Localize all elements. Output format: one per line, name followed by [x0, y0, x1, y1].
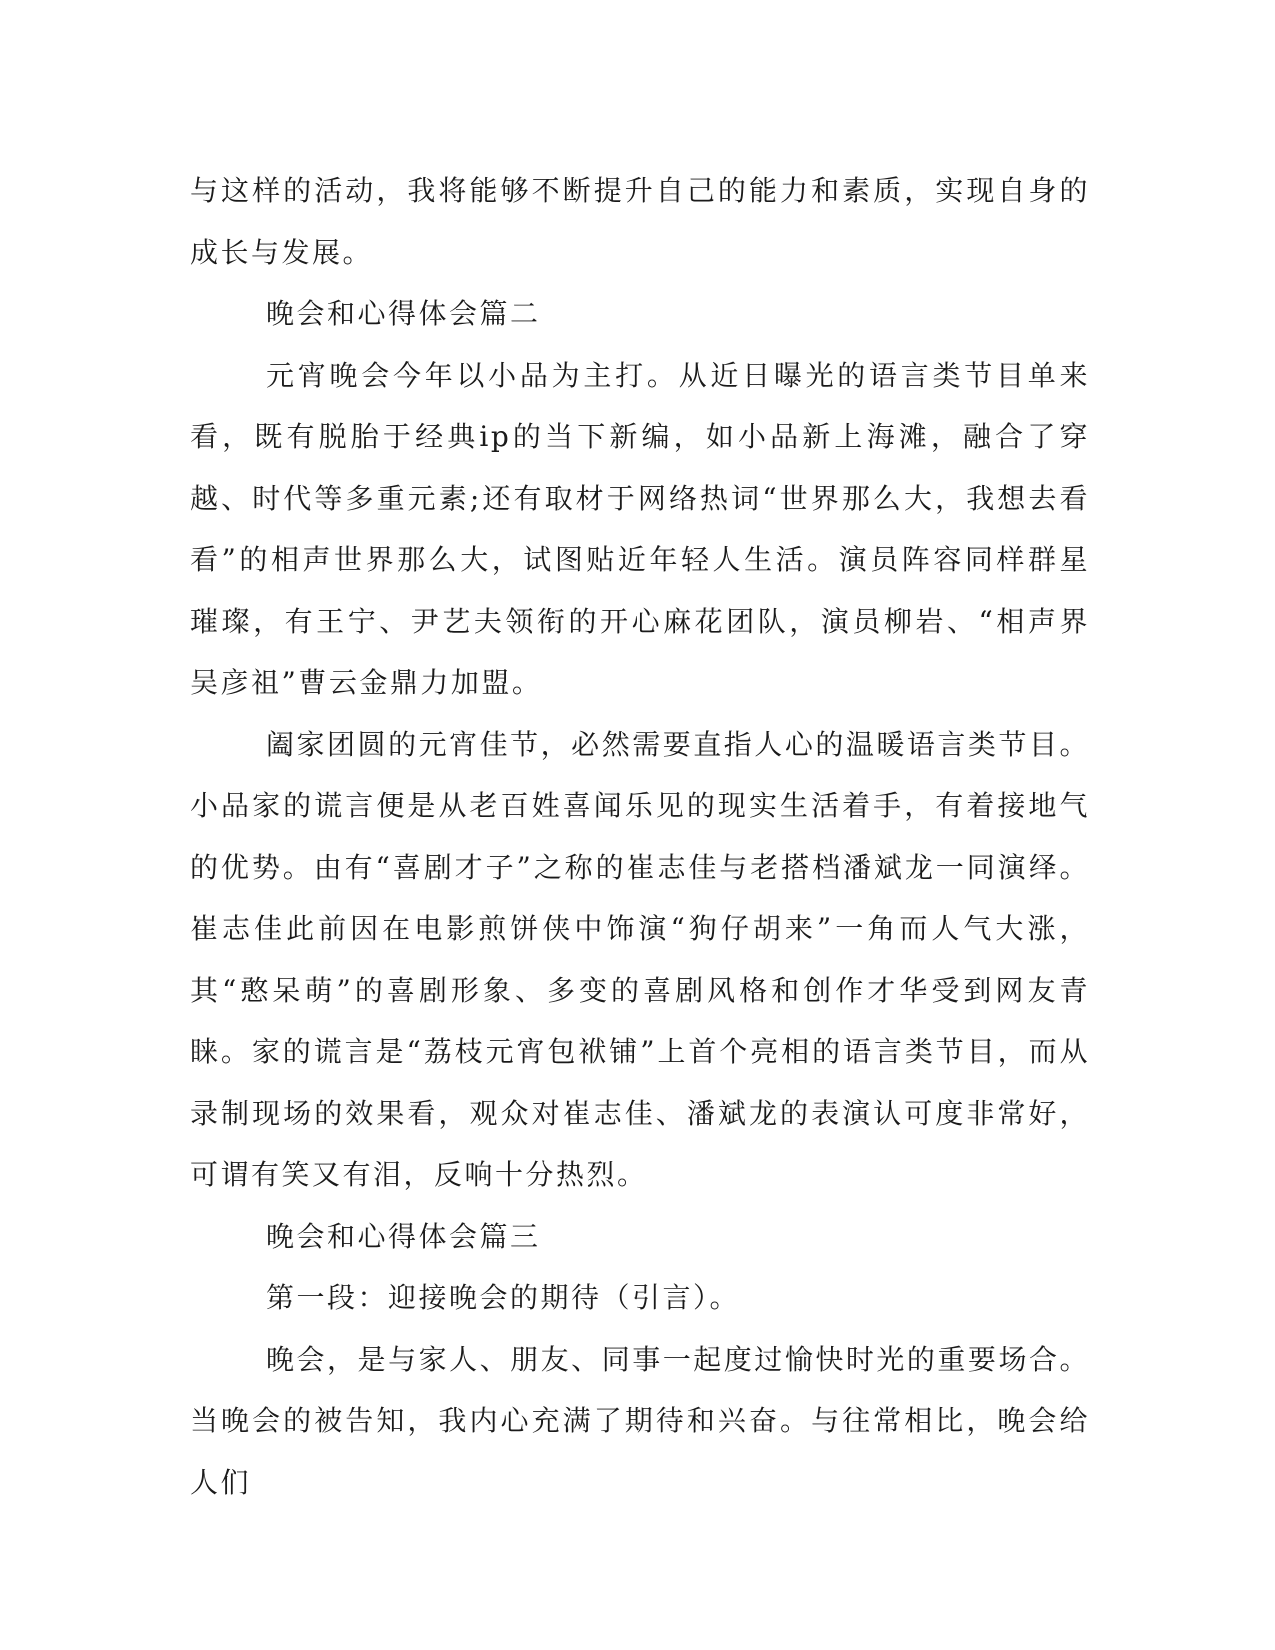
paragraph-gala-intro: 晚会，是与家人、朋友、同事一起度过愉快时光的重要场合。当晚会的被告知，我内心充满了期待和兴奋。与往常相比，晚会给人们	[190, 1342, 1090, 1499]
section-heading-part-three: 晚会和心得体会篇三	[266, 1219, 541, 1253]
document-body	[190, 160, 1090, 1513]
section-heading-part-two: 晚会和心得体会篇二	[266, 297, 541, 330]
paragraph-lantern-gala-sketches: 元宵晚会今年以小品为主打。从近日曝光的语言类节目单来看，既有脱胎于经典ip的当下新编，如小品新上海滩，融合了穿越、时代等多重元素;还有取材于网络热词“世界那么大，我想去看看”的相声世界那么大，试图贴近年轻人生活。演员阵容同样群星璀璨，有王宁、尹艺夫领衔的开心麻花团队，演员柳岩、“相声界吴彦祖”曹云金鼎力加盟。	[190, 358, 1090, 699]
paragraph-continuation: 与这样的活动，我将能够不断提升自己的能力和素质，实现自身的成长与发展。	[190, 174, 1090, 269]
subheading-first-section: 第一段：迎接晚会的期待（引言）。	[266, 1281, 741, 1314]
paragraph-family-lies-sketch: 阖家团圆的元宵佳节，必然需要直指人心的温暖语言类节目。小品家的谎言便是从老百姓喜闻乐见的现实生活着手，有着接地气的优势。由有“喜剧才子”之称的崔志佳与老搭档潘斌龙一同演绎。崔志佳此前因在电影煎饼侠中饰演“狗仔胡来”一角而人气大涨，其“憨呆萌”的喜剧形象、多变的喜剧风格和创作才华受到网友青睐。家的谎言是“荔枝元宵包袱铺”上首个亮相的语言类节目，而从录制现场的效果看，观众对崔志佳、潘斌龙的表演认可度非常好，可谓有笑又有泪，反响十分热烈。	[190, 727, 1090, 1191]
